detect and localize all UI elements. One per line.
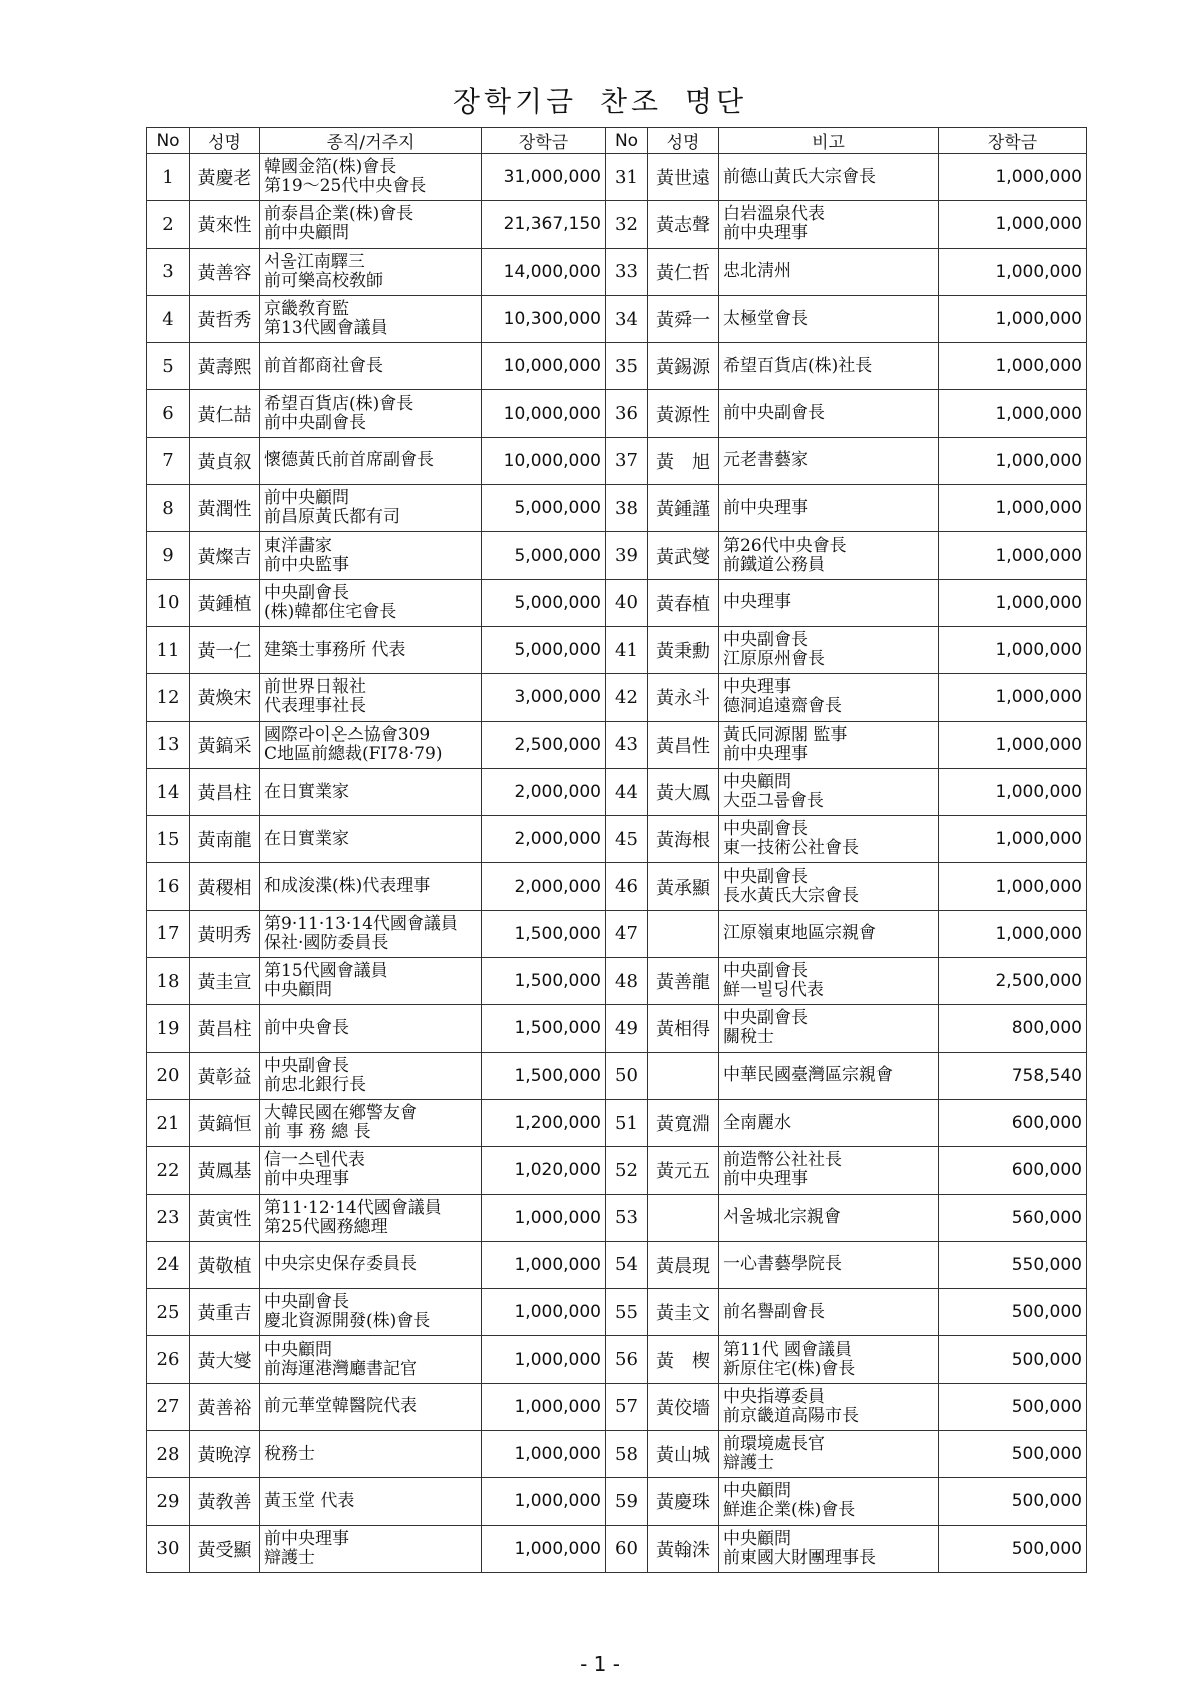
donor-name-left: 黃圭宣 xyxy=(190,958,260,1005)
donor-number-left: 21 xyxy=(147,1099,190,1146)
donor-position-left: 第11·12·14代國會議員 第25代國務總理 xyxy=(260,1194,482,1241)
donor-name-left: 黃潤性 xyxy=(190,485,260,532)
donor-number-right: 41 xyxy=(606,626,648,673)
table-row xyxy=(147,579,1087,626)
donor-name-left: 黃受顯 xyxy=(190,1525,260,1572)
table-row xyxy=(147,626,1087,673)
donor-name-left: 黃寅性 xyxy=(190,1194,260,1241)
table-row xyxy=(147,390,1087,437)
table-row xyxy=(147,1383,1087,1430)
col-header-remarks-right: 비고 xyxy=(719,128,939,154)
table-row xyxy=(147,1005,1087,1052)
donor-number-right: 36 xyxy=(606,390,648,437)
donor-number-right: 32 xyxy=(606,201,648,248)
donor-number-right: 35 xyxy=(606,343,648,390)
donor-number-left: 15 xyxy=(147,816,190,863)
donor-number-left: 25 xyxy=(147,1289,190,1336)
donor-name-left: 黃昌柱 xyxy=(190,1005,260,1052)
donor-position-right: 黃氏同源閣 監事 前中央理事 xyxy=(719,721,939,768)
donor-name-right: 黃永斗 xyxy=(648,674,719,721)
donor-amount-right: 1,000,000 xyxy=(939,485,1087,532)
donor-amount-right: 1,000,000 xyxy=(939,768,1087,815)
table-header-row xyxy=(147,128,1087,154)
donor-name-right: 黃佼墻 xyxy=(648,1383,719,1430)
donor-number-left: 4 xyxy=(147,295,190,342)
donor-name-right xyxy=(648,1052,719,1099)
donor-position-left: 前中央會長 xyxy=(260,1005,482,1052)
table-row xyxy=(147,154,1087,201)
donor-name-right: 黃慶珠 xyxy=(648,1478,719,1525)
donor-position-right: 中央顧問 前東國大財團理事長 xyxy=(719,1525,939,1572)
donor-position-right: 忠北淸州 xyxy=(719,248,939,295)
donor-position-right: 希望百貨店(株)社長 xyxy=(719,343,939,390)
donor-name-right: 黃善龍 xyxy=(648,958,719,1005)
donor-amount-right: 1,000,000 xyxy=(939,390,1087,437)
donor-name-right: 黃源性 xyxy=(648,390,719,437)
donor-amount-right: 1,000,000 xyxy=(939,295,1087,342)
donor-position-right: 前環境處長官 辯護士 xyxy=(719,1431,939,1478)
table-row xyxy=(147,343,1087,390)
donor-name-left: 黃煥宋 xyxy=(190,674,260,721)
donor-number-right: 37 xyxy=(606,437,648,484)
donor-amount-left: 10,000,000 xyxy=(482,343,606,390)
table-row xyxy=(147,958,1087,1005)
donor-position-left: 信一스텐代表 前中央理事 xyxy=(260,1147,482,1194)
donor-amount-left: 1,500,000 xyxy=(482,958,606,1005)
donor-name-right: 黃昌性 xyxy=(648,721,719,768)
donor-position-left: 在日實業家 xyxy=(260,816,482,863)
table-row xyxy=(147,1431,1087,1478)
donor-position-left: 서울江南驛三 前可樂高校敎師 xyxy=(260,248,482,295)
donor-amount-left: 1,000,000 xyxy=(482,1241,606,1288)
donor-amount-right: 500,000 xyxy=(939,1478,1087,1525)
donor-number-left: 10 xyxy=(147,579,190,626)
donor-amount-left: 1,000,000 xyxy=(482,1336,606,1383)
table-row xyxy=(147,295,1087,342)
donor-name-right: 黃相得 xyxy=(648,1005,719,1052)
donor-amount-right: 500,000 xyxy=(939,1431,1087,1478)
donor-amount-right: 1,000,000 xyxy=(939,343,1087,390)
donor-amount-left: 10,000,000 xyxy=(482,437,606,484)
donor-name-left: 黃敬植 xyxy=(190,1241,260,1288)
donor-name-left: 黃鎬恒 xyxy=(190,1099,260,1146)
donor-amount-left: 1,500,000 xyxy=(482,1052,606,1099)
donor-number-left: 22 xyxy=(147,1147,190,1194)
donor-number-right: 56 xyxy=(606,1336,648,1383)
donor-position-left: 前中央顧問 前昌原黃氏都有司 xyxy=(260,485,482,532)
col-header-no-left: No xyxy=(147,128,190,154)
donor-number-left: 3 xyxy=(147,248,190,295)
donor-number-right: 38 xyxy=(606,485,648,532)
donor-name-right: 黃 旭 xyxy=(648,437,719,484)
donor-number-right: 53 xyxy=(606,1194,648,1241)
table-row xyxy=(147,1241,1087,1288)
table-row xyxy=(147,816,1087,863)
donor-table xyxy=(146,127,1087,1573)
donor-number-right: 60 xyxy=(606,1525,648,1572)
donor-number-left: 20 xyxy=(147,1052,190,1099)
donor-position-right: 中央副會長 東一技術公社會長 xyxy=(719,816,939,863)
donor-number-right: 46 xyxy=(606,863,648,910)
donor-amount-left: 2,500,000 xyxy=(482,721,606,768)
donor-name-right: 黃鍾謹 xyxy=(648,485,719,532)
donor-number-left: 29 xyxy=(147,1478,190,1525)
donor-position-left: 中央副會長 前忠北銀行長 xyxy=(260,1052,482,1099)
donor-amount-left: 5,000,000 xyxy=(482,485,606,532)
donor-position-right: 一心書藝學院長 xyxy=(719,1241,939,1288)
table-row xyxy=(147,485,1087,532)
donor-position-left: 懷德黃氏前首席副會長 xyxy=(260,437,482,484)
donor-amount-right: 1,000,000 xyxy=(939,154,1087,201)
donor-amount-right: 600,000 xyxy=(939,1099,1087,1146)
donor-position-right: 中央副會長 長水黃氏大宗會長 xyxy=(719,863,939,910)
donor-position-right: 前名譽副會長 xyxy=(719,1289,939,1336)
donor-amount-right: 1,000,000 xyxy=(939,201,1087,248)
donor-position-right: 中央理事 德洞追遠齋會長 xyxy=(719,674,939,721)
donor-name-left: 黃彰益 xyxy=(190,1052,260,1099)
donor-position-right: 元老書藝家 xyxy=(719,437,939,484)
col-header-amount-left: 장학금 xyxy=(482,128,606,154)
donor-number-left: 28 xyxy=(147,1431,190,1478)
donor-name-left: 黃稷相 xyxy=(190,863,260,910)
col-header-name-right: 성명 xyxy=(648,128,719,154)
table-row xyxy=(147,248,1087,295)
table-row xyxy=(147,1525,1087,1572)
donor-amount-left: 2,000,000 xyxy=(482,768,606,815)
donor-amount-left: 1,000,000 xyxy=(482,1478,606,1525)
donor-name-left: 黃善裕 xyxy=(190,1383,260,1430)
donor-position-left: 前首都商社會長 xyxy=(260,343,482,390)
donor-amount-right: 1,000,000 xyxy=(939,248,1087,295)
donor-amount-right: 2,500,000 xyxy=(939,958,1087,1005)
donor-position-right: 中央副會長 鮮一빌딩代表 xyxy=(719,958,939,1005)
donor-number-right: 59 xyxy=(606,1478,648,1525)
donor-number-left: 18 xyxy=(147,958,190,1005)
table-row xyxy=(147,1289,1087,1336)
donor-name-right: 黃秉勳 xyxy=(648,626,719,673)
donor-name-right: 黃晨現 xyxy=(648,1241,719,1288)
donor-position-right: 前造幣公社社長 前中央理事 xyxy=(719,1147,939,1194)
donor-name-right: 黃圭文 xyxy=(648,1289,719,1336)
donor-number-left: 16 xyxy=(147,863,190,910)
donor-number-right: 40 xyxy=(606,579,648,626)
donor-number-left: 17 xyxy=(147,910,190,957)
donor-position-right: 서울城北宗親會 xyxy=(719,1194,939,1241)
donor-name-right: 黃翰洙 xyxy=(648,1525,719,1572)
donor-number-right: 55 xyxy=(606,1289,648,1336)
table-row xyxy=(147,437,1087,484)
donor-position-left: 中央副會長 (株)韓都住宅會長 xyxy=(260,579,482,626)
donor-name-left: 黃慶老 xyxy=(190,154,260,201)
donor-position-left: 中央宗史保存委員長 xyxy=(260,1241,482,1288)
donor-amount-right: 500,000 xyxy=(939,1336,1087,1383)
donor-amount-right: 550,000 xyxy=(939,1241,1087,1288)
donor-number-left: 6 xyxy=(147,390,190,437)
donor-position-left: 京畿敎育監 第13代國會議員 xyxy=(260,295,482,342)
donor-name-right: 黃志聲 xyxy=(648,201,719,248)
donor-number-right: 45 xyxy=(606,816,648,863)
donor-name-right: 黃山城 xyxy=(648,1431,719,1478)
donor-position-right: 全南麗水 xyxy=(719,1099,939,1146)
table-row xyxy=(147,863,1087,910)
donor-amount-right: 1,000,000 xyxy=(939,532,1087,579)
donor-number-right: 51 xyxy=(606,1099,648,1146)
donor-number-right: 39 xyxy=(606,532,648,579)
donor-amount-left: 2,000,000 xyxy=(482,863,606,910)
donor-position-left: 第9·11·13·14代國會議員 保社·國防委員長 xyxy=(260,910,482,957)
donor-name-left: 黃一仁 xyxy=(190,626,260,673)
donor-name-right xyxy=(648,1194,719,1241)
table-row xyxy=(147,1147,1087,1194)
table-row xyxy=(147,674,1087,721)
donor-name-right: 黃春植 xyxy=(648,579,719,626)
donor-name-left: 黃壽熙 xyxy=(190,343,260,390)
donor-name-left: 黃哲秀 xyxy=(190,295,260,342)
col-header-amount-right: 장학금 xyxy=(939,128,1087,154)
table-row xyxy=(147,1336,1087,1383)
donor-amount-right: 758,540 xyxy=(939,1052,1087,1099)
donor-name-right: 黃世遠 xyxy=(648,154,719,201)
donor-number-left: 19 xyxy=(147,1005,190,1052)
donor-name-right: 黃武燮 xyxy=(648,532,719,579)
donor-amount-left: 3,000,000 xyxy=(482,674,606,721)
donor-amount-right: 600,000 xyxy=(939,1147,1087,1194)
donor-name-left: 黃來性 xyxy=(190,201,260,248)
donor-name-right: 黃寬淵 xyxy=(648,1099,719,1146)
donor-name-left: 黃晩淳 xyxy=(190,1431,260,1478)
donor-amount-left: 1,000,000 xyxy=(482,1525,606,1572)
donor-number-right: 50 xyxy=(606,1052,648,1099)
donor-name-right: 黃海根 xyxy=(648,816,719,863)
donor-position-right: 中央副會長 江原原州會長 xyxy=(719,626,939,673)
donor-number-left: 11 xyxy=(147,626,190,673)
donor-position-right: 中央副會長 關稅士 xyxy=(719,1005,939,1052)
donor-name-right: 黃元五 xyxy=(648,1147,719,1194)
donor-amount-left: 31,000,000 xyxy=(482,154,606,201)
donor-name-left: 黃敎善 xyxy=(190,1478,260,1525)
donor-number-left: 5 xyxy=(147,343,190,390)
table-row xyxy=(147,201,1087,248)
donor-amount-right: 560,000 xyxy=(939,1194,1087,1241)
donor-position-right: 中華民國臺灣區宗親會 xyxy=(719,1052,939,1099)
donor-position-left: 稅務士 xyxy=(260,1431,482,1478)
donor-position-left: 大韓民國在鄕警友會 前 事 務 總 長 xyxy=(260,1099,482,1146)
donor-name-left: 黃明秀 xyxy=(190,910,260,957)
donor-position-right: 第11代 國會議員 新原住宅(株)會長 xyxy=(719,1336,939,1383)
donor-position-left: 第15代國會議員 中央顧問 xyxy=(260,958,482,1005)
donor-number-right: 58 xyxy=(606,1431,648,1478)
donor-position-left: 前中央理事 辯護士 xyxy=(260,1525,482,1572)
donor-amount-left: 2,000,000 xyxy=(482,816,606,863)
donor-number-left: 24 xyxy=(147,1241,190,1288)
donor-amount-left: 1,020,000 xyxy=(482,1147,606,1194)
donor-number-right: 57 xyxy=(606,1383,648,1430)
donor-amount-right: 1,000,000 xyxy=(939,816,1087,863)
donor-amount-left: 1,000,000 xyxy=(482,1289,606,1336)
donor-amount-right: 500,000 xyxy=(939,1289,1087,1336)
donor-amount-right: 500,000 xyxy=(939,1383,1087,1430)
donor-position-left: 黃玉堂 代表 xyxy=(260,1478,482,1525)
donor-position-right: 太極堂會長 xyxy=(719,295,939,342)
donor-position-right: 中央顧問 大亞그룹會長 xyxy=(719,768,939,815)
donor-position-left: 韓國金箔(株)會長 第19～25代中央會長 xyxy=(260,154,482,201)
donor-amount-left: 10,300,000 xyxy=(482,295,606,342)
donor-number-left: 2 xyxy=(147,201,190,248)
donor-position-left: 前泰昌企業(株)會長 前中央顧問 xyxy=(260,201,482,248)
donor-number-left: 14 xyxy=(147,768,190,815)
donor-number-right: 33 xyxy=(606,248,648,295)
donor-number-right: 42 xyxy=(606,674,648,721)
donor-number-right: 48 xyxy=(606,958,648,1005)
donor-name-right xyxy=(648,910,719,957)
donor-name-left: 黃鳳基 xyxy=(190,1147,260,1194)
donor-number-right: 54 xyxy=(606,1241,648,1288)
donor-position-right: 江原嶺東地區宗親會 xyxy=(719,910,939,957)
donor-name-left: 黃大燮 xyxy=(190,1336,260,1383)
donor-amount-right: 1,000,000 xyxy=(939,863,1087,910)
donor-name-left: 黃善容 xyxy=(190,248,260,295)
donor-name-left: 黃南龍 xyxy=(190,816,260,863)
donor-position-right: 中央理事 xyxy=(719,579,939,626)
table-row xyxy=(147,1478,1087,1525)
donor-position-left: 前世界日報社 代表理事社長 xyxy=(260,674,482,721)
donor-position-right: 白岩溫泉代表 前中央理事 xyxy=(719,201,939,248)
donor-amount-left: 5,000,000 xyxy=(482,626,606,673)
donor-amount-left: 1,000,000 xyxy=(482,1383,606,1430)
donor-number-right: 44 xyxy=(606,768,648,815)
donor-position-right: 前德山黃氏大宗會長 xyxy=(719,154,939,201)
donor-amount-right: 1,000,000 xyxy=(939,579,1087,626)
table-row xyxy=(147,1099,1087,1146)
donor-amount-left: 5,000,000 xyxy=(482,579,606,626)
donor-position-right: 中央顧問 鮮進企業(株)會長 xyxy=(719,1478,939,1525)
donor-number-left: 7 xyxy=(147,437,190,484)
donor-amount-right: 1,000,000 xyxy=(939,674,1087,721)
donor-name-right: 黃錫源 xyxy=(648,343,719,390)
donor-amount-right: 500,000 xyxy=(939,1525,1087,1572)
donor-amount-left: 5,000,000 xyxy=(482,532,606,579)
donor-amount-right: 800,000 xyxy=(939,1005,1087,1052)
donor-position-left: 建築士事務所 代表 xyxy=(260,626,482,673)
donor-position-left: 國際라이온스協會309 C地區前總裁(FI78·79) xyxy=(260,721,482,768)
donor-position-right: 前中央理事 xyxy=(719,485,939,532)
donor-name-right: 黃 楔 xyxy=(648,1336,719,1383)
donor-number-left: 9 xyxy=(147,532,190,579)
donor-position-left: 東洋畵家 前中央監事 xyxy=(260,532,482,579)
donor-position-left: 中央副會長 慶北資源開發(株)會長 xyxy=(260,1289,482,1336)
donor-amount-left: 1,500,000 xyxy=(482,1005,606,1052)
donor-number-right: 31 xyxy=(606,154,648,201)
donor-name-left: 黃鍾植 xyxy=(190,579,260,626)
col-header-no-right: No xyxy=(606,128,648,154)
donor-amount-right: 1,000,000 xyxy=(939,437,1087,484)
table-row xyxy=(147,532,1087,579)
donor-position-left: 希望百貨店(株)會長 前中央副會長 xyxy=(260,390,482,437)
donor-amount-right: 1,000,000 xyxy=(939,910,1087,957)
donor-name-left: 黃燦吉 xyxy=(190,532,260,579)
donor-amount-left: 14,000,000 xyxy=(482,248,606,295)
donor-amount-left: 1,000,000 xyxy=(482,1194,606,1241)
donor-name-right: 黃仁哲 xyxy=(648,248,719,295)
page-title: 장학기금 찬조 명단 xyxy=(452,85,748,118)
donor-position-left: 前元華堂韓醫院代表 xyxy=(260,1383,482,1430)
donor-amount-right: 1,000,000 xyxy=(939,626,1087,673)
table-row xyxy=(147,768,1087,815)
donor-name-left: 黃仁喆 xyxy=(190,390,260,437)
donor-number-right: 52 xyxy=(606,1147,648,1194)
table-row xyxy=(147,1194,1087,1241)
donor-number-left: 27 xyxy=(147,1383,190,1430)
donor-position-right: 前中央副會長 xyxy=(719,390,939,437)
donor-amount-left: 1,000,000 xyxy=(482,1431,606,1478)
donor-number-left: 13 xyxy=(147,721,190,768)
donor-name-left: 黃鎬采 xyxy=(190,721,260,768)
donor-name-left: 黃重吉 xyxy=(190,1289,260,1336)
donor-amount-left: 1,200,000 xyxy=(482,1099,606,1146)
col-header-position-left: 종직/거주지 xyxy=(260,128,482,154)
donor-name-left: 黃貞叙 xyxy=(190,437,260,484)
donor-number-left: 8 xyxy=(147,485,190,532)
donor-number-right: 43 xyxy=(606,721,648,768)
table-row xyxy=(147,910,1087,957)
donor-number-right: 47 xyxy=(606,910,648,957)
col-header-name-left: 성명 xyxy=(190,128,260,154)
donor-number-right: 34 xyxy=(606,295,648,342)
donor-amount-left: 21,367,150 xyxy=(482,201,606,248)
donor-number-left: 26 xyxy=(147,1336,190,1383)
donor-position-left: 在日實業家 xyxy=(260,768,482,815)
donor-name-right: 黃舜一 xyxy=(648,295,719,342)
table-row xyxy=(147,721,1087,768)
page-number: - 1 - xyxy=(580,1652,620,1676)
donor-number-left: 12 xyxy=(147,674,190,721)
donor-name-right: 黃承顯 xyxy=(648,863,719,910)
donor-position-right: 第26代中央會長 前鐵道公務員 xyxy=(719,532,939,579)
donor-position-left: 中央顧問 前海運港灣廳書記官 xyxy=(260,1336,482,1383)
donor-number-left: 30 xyxy=(147,1525,190,1572)
donor-number-right: 49 xyxy=(606,1005,648,1052)
donor-amount-left: 10,000,000 xyxy=(482,390,606,437)
donor-number-left: 23 xyxy=(147,1194,190,1241)
donor-position-left: 和成浚渫(株)代表理事 xyxy=(260,863,482,910)
donor-name-right: 黃大鳳 xyxy=(648,768,719,815)
donor-number-left: 1 xyxy=(147,154,190,201)
donor-name-left: 黃昌柱 xyxy=(190,768,260,815)
table-row xyxy=(147,1052,1087,1099)
donor-amount-left: 1,500,000 xyxy=(482,910,606,957)
donor-amount-right: 1,000,000 xyxy=(939,721,1087,768)
donor-position-right: 中央指導委員 前京畿道高陽市長 xyxy=(719,1383,939,1430)
